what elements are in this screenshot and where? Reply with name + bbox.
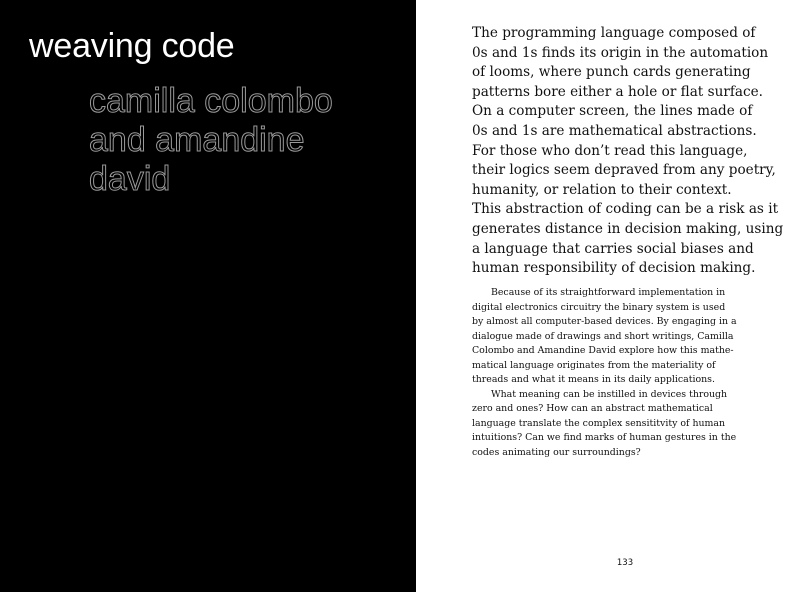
body-line: intuitions? Can we find marks of human gestures in the [472, 432, 737, 443]
body-line: digital electronics circuitry the binary system is used [472, 301, 726, 313]
chapter-title: weaving code [29, 27, 235, 65]
body-line: by almost all computer-based devices. By engaging in a [472, 316, 737, 327]
lead-line: a language that carries social biases and [472, 240, 754, 257]
lead-line: patterns bore either a hole or flat surface. [472, 83, 763, 100]
lead-line: of looms, where punch cards generating [472, 64, 751, 81]
lead-line: generates distance in decision making, using [472, 220, 784, 237]
page-number: 133 [616, 558, 634, 568]
body-line: What meaning can be instilled in devices through [491, 388, 728, 400]
body-line: matical language originates from the materiality of [472, 359, 716, 371]
body-line: language translate the complex sensititvity of human [472, 417, 726, 429]
author-line: david [89, 160, 171, 198]
body-line: Because of its straightforward implementation in [491, 287, 726, 298]
author-line: camilla colombo [89, 82, 333, 120]
lead-paragraph [472, 24, 792, 279]
body-paragraphs [472, 286, 772, 460]
body-line: zero and ones? How can an abstract mathematical [472, 403, 713, 414]
body-line: codes animating our surroundings? [472, 446, 641, 458]
lead-line: 0s and 1s are mathematical abstractions. [472, 122, 757, 139]
lead-line: This abstraction of coding can be a risk as it [472, 201, 779, 218]
lead-line: For those who don’t read this language, [472, 142, 748, 159]
body-line: threads and what it means in its daily applications. [472, 374, 715, 385]
body-line: Colombo and Amandine David explore how this mathe- [472, 345, 734, 356]
lead-line: The programming language composed of [472, 25, 756, 41]
author-names [89, 82, 409, 199]
lead-line: humanity, or relation to their context. [472, 181, 732, 198]
lead-line: human responsibility of decision making. [472, 260, 756, 277]
lead-line: On a computer screen, the lines made of [472, 103, 753, 120]
lead-line: their logics seem depraved from any poetry, [472, 162, 776, 179]
body-line: dialogue made of drawings and short writings, Camilla [472, 330, 734, 342]
lead-line: 0s and 1s finds its origin in the automation [472, 44, 769, 61]
author-line: and amandine [89, 121, 305, 159]
